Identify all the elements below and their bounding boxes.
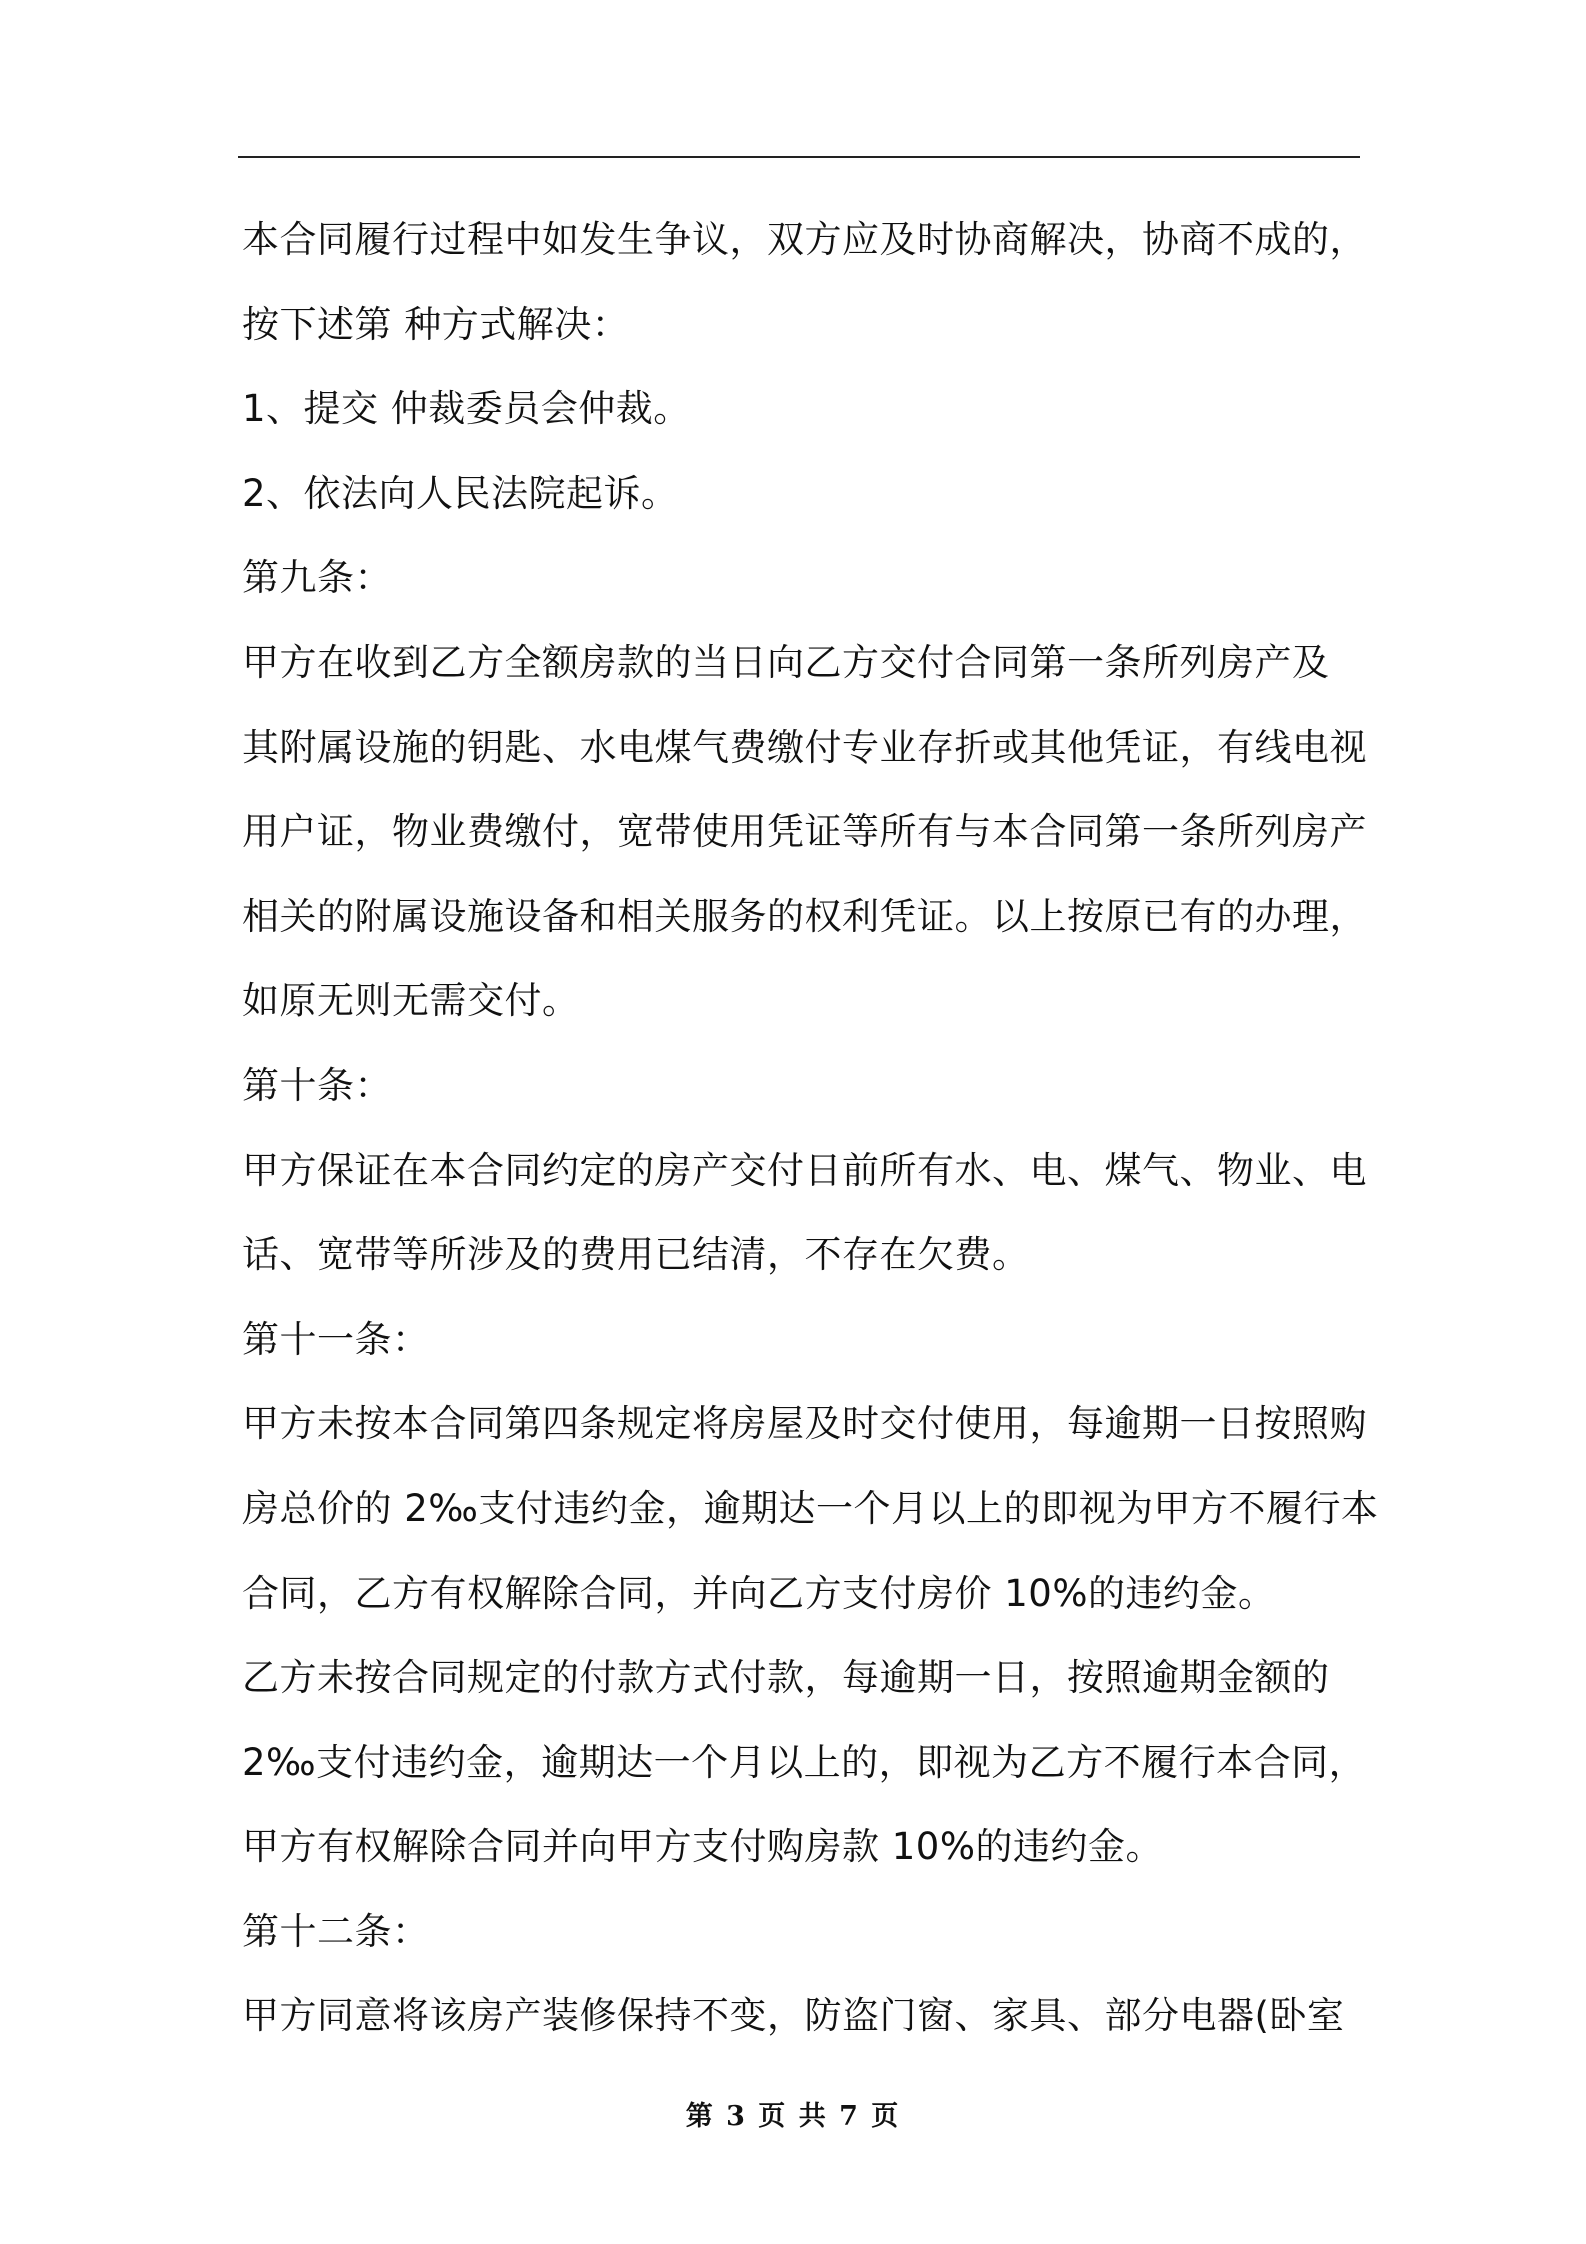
text-line: 话、宽带等所涉及的费用已结清，不存在欠费。 [242,1233,1030,1277]
text-line: 其附属设施的钥匙、水电煤气费缴付专业存折或其他凭证，有线电视 [242,725,1367,769]
text-line: 甲方有权解除合同并向甲方支付购房款 10%的违约金。 [242,1825,1163,1869]
text-line: 甲方同意将该房产装修保持不变，防盗门窗、家具、部分电器(卧室 [242,1994,1345,2038]
section-heading: 第九条： [242,556,392,600]
header-rule [238,156,1360,158]
text-line: 按下述第 种方式解决： [242,302,630,346]
text-line: 相关的附属设施设备和相关服务的权利凭证。以上按原已有的办理， [242,894,1367,938]
text-line: 如原无则无需交付。 [242,979,580,1023]
text-line: 甲方保证在本合同约定的房产交付日前所有水、电、煤气、物业、电 [242,1148,1367,1192]
text-line: 1、提交 仲裁委员会仲裁。 [242,387,691,431]
text-line: 房总价的 2‰支付违约金，逾期达一个月以上的即视为甲方不履行本 [242,1486,1379,1530]
text-line: 2、依法向人民法院起诉。 [242,471,679,515]
text-line: 2‰支付违约金，逾期达一个月以上的，即视为乙方不履行本合同， [242,1740,1367,1784]
document-body [242,198,1379,2059]
section-heading: 第十二条： [242,1909,430,1953]
text-line: 本合同履行过程中如发生争议，双方应及时协商解决，协商不成的， [242,218,1367,261]
page-number: 第 3 页 共 7 页 [685,2101,901,2132]
text-line: 甲方未按本合同第四条规定将房屋及时交付使用，每逾期一日按照购 [242,1402,1367,1446]
section-heading: 第十一条： [242,1317,430,1361]
text-line: 甲方在收到乙方全额房款的当日向乙方交付合同第一条所列房产及 [242,640,1330,684]
text-line: 合同，乙方有权解除合同，并向乙方支付房价 10%的违约金。 [242,1571,1276,1615]
text-line: 用户证，物业费缴付，宽带使用凭证等所有与本合同第一条所列房产 [242,810,1367,854]
section-heading: 第十条： [242,1063,392,1107]
text-line: 乙方未按合同规定的付款方式付款，每逾期一日，按照逾期金额的 [242,1656,1330,1700]
